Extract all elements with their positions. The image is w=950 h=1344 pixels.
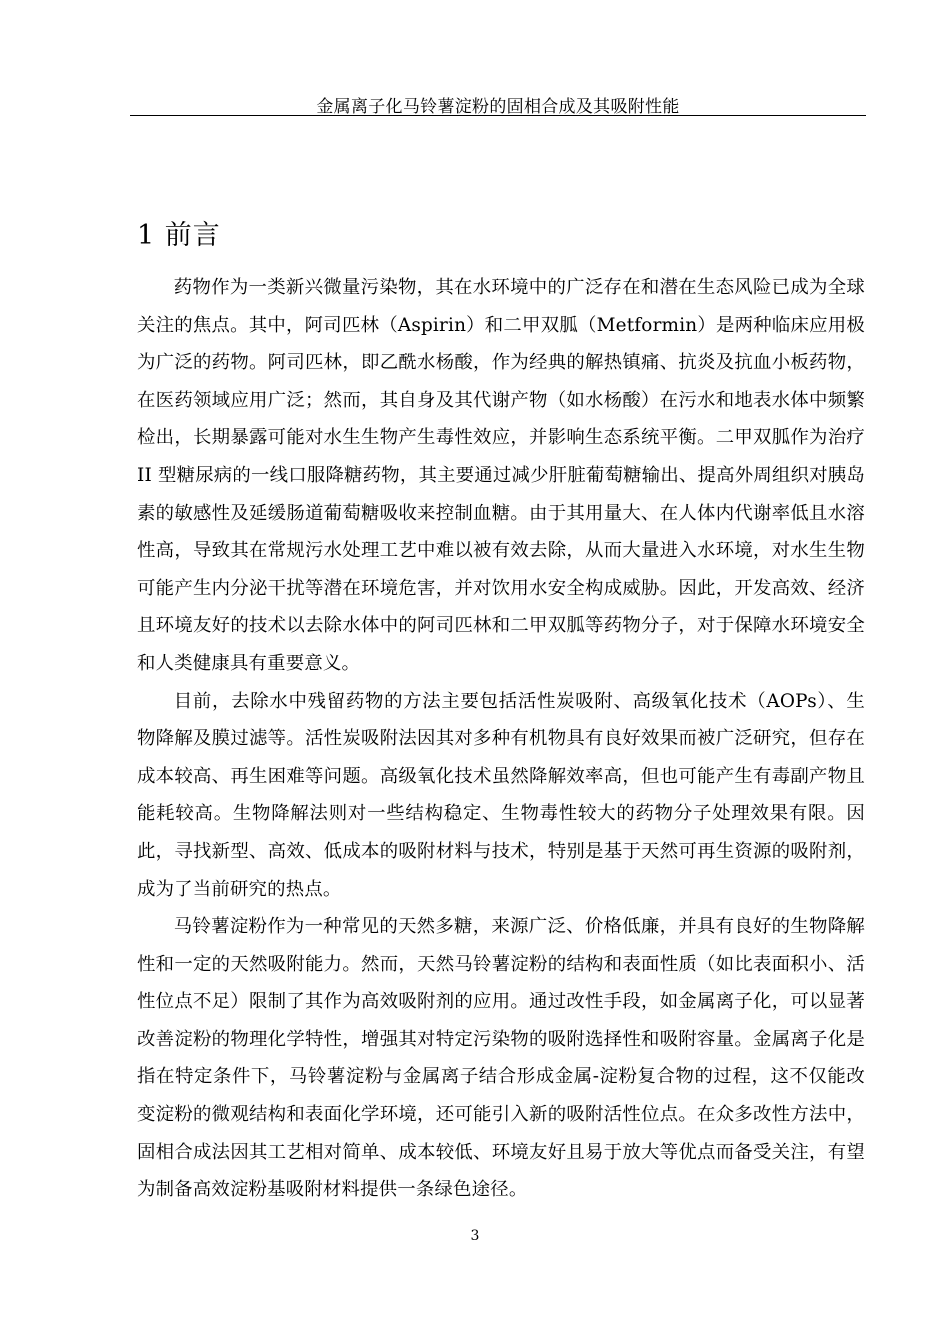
header-divider — [130, 115, 866, 116]
paragraph-1: 药物作为一类新兴微量污染物，其在水环境中的广泛存在和潜在生态风险已成为全球关注的焦点。其中，阿司匹林（Aspirin）和二甲双胍（Metformin）是两种临床应用极为广泛的药物。阿司匹林，即乙酰水杨酸，作为经典的解热镇痛、抗炎及抗血小板药物，在医药领域应用广泛；然而，其自身及其代谢产物（如水杨酸）在污水和地表水体中频繁检出，长期暴露可能对水生生物产生毒性效应，并影响生态系统平衡。二甲双胍作为治疗 II 型糖尿病的一线口服降糖药物，其主要通过减少肝脏葡萄糖输出、提高外周组织对胰岛素的敏感性及延缓肠道葡萄糖吸收来控制血糖。由于其用量大、在人体内代谢率低且水溶性高，导致其在常规污水处理工艺中难以被有效去除，从而大量进入水环境，对水生生物可能产生内分泌干扰等潜在环境危害，并对饮用水安全构成威胁。因此，开发高效、经济且环境友好的技术以去除水体中的阿司匹林和二甲双胍等药物分子，对于保障水环境安全和人类健康具有重要意义。 — [137, 277, 865, 674]
paragraph-3: 马铃薯淀粉作为一种常见的天然多糖，来源广泛、价格低廉，并具有良好的生物降解性和一定的天然吸附能力。然而，天然马铃薯淀粉的结构和表面性质（如比表面积小、活性位点不足）限制了其作为高效吸附剂的应用。通过改性手段，如金属离子化，可以显著改善淀粉的物理化学特性，增强其对特定污染物的吸附选择性和吸附容量。金属离子化是指在特定条件下，马铃薯淀粉与金属离子结合形成金属-淀粉复合物的过程，这不仅能改变淀粉的微观结构和表面化学环境，还可能引入新的吸附活性位点。在众多改性方法中，固相合成法因其工艺相对简单、成本较低、环境友好且易于放大等优点而备受关注，有望为制备高效淀粉基吸附材料提供一条绿色途径。 — [137, 916, 865, 1201]
page-number: 3 — [470, 1228, 480, 1244]
body-text — [137, 269, 865, 1209]
section-heading: 1 前言 — [137, 220, 221, 251]
paragraph-2: 目前，去除水中残留药物的方法主要包括活性炭吸附、高级氧化技术（AOPs）、生物降解及膜过滤等。活性炭吸附法因其对多种有机物具有良好效果而被广泛研究，但存在成本较高、再生困难等问题。高级氧化技术虽然降解效率高，但也可能产生有毒副产物且能耗较高。生物降解法则对一些结构稳定、生物毒性较大的药物分子处理效果有限。因此，寻找新型、高效、低成本的吸附材料与技术，特别是基于天然可再生资源的吸附剂，成为了当前研究的热点。 — [137, 690, 865, 900]
running-header-title: 金属离子化马铃薯淀粉的固相合成及其吸附性能 — [316, 97, 680, 117]
